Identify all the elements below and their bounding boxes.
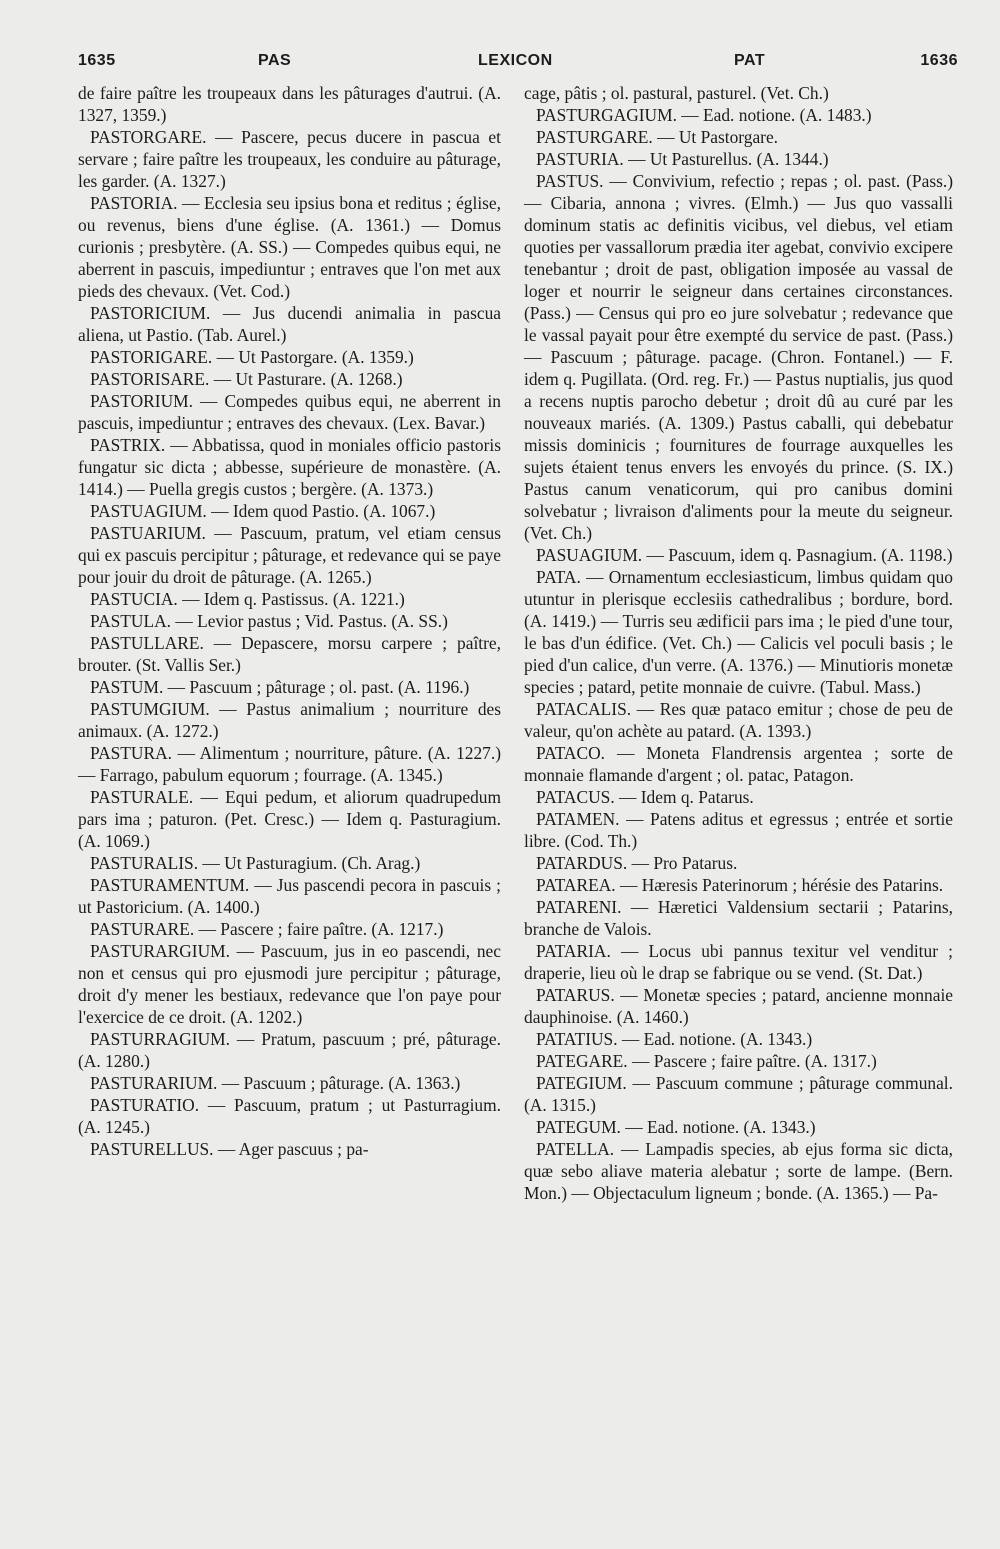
dictionary-entry: PASTUARIUM. — Pascuum, pratum, vel etiam census qui ex pascuis percipitur ; pâturage, et redevance qui se paye pour jouir du droit de pâturage. (A. 1265.): [78, 523, 501, 587]
dictionary-entry: PASTURARE. — Pascere ; faire paître. (A. 1217.): [90, 919, 444, 939]
dictionary-entry: PASTORGARE. — Pascere, pecus ducere in pascua et servare ; faire paître les troupeaux, les conduire au pâturage, les garder. (A. 1327.): [78, 127, 501, 191]
dictionary-entry: PASTURGARE. — Ut Pastorgare.: [536, 127, 779, 147]
dictionary-entry: PASUAGIUM. — Pascuum, idem q. Pasnagium. (A. 1198.): [536, 545, 953, 565]
dictionary-entry: PASTURARIUM. — Pascuum ; pâturage. (A. 1363.): [90, 1073, 461, 1093]
dictionary-entry: PASTULLARE. — Depascere, morsu carpere ; paître, brouter. (St. Vallis Ser.): [78, 633, 501, 675]
right-column: [524, 82, 953, 1204]
running-head-right: PAT: [734, 52, 766, 69]
dictionary-entry: PASTUCIA. — Idem q. Pastissus. (A. 1221.): [90, 589, 405, 609]
dictionary-entry: PATACUS. — Idem q. Patarus.: [536, 787, 754, 807]
page-header: [78, 52, 958, 78]
running-head-left: PAS: [258, 52, 292, 69]
dictionary-entry: PATEGIUM. — Pascuum commune ; pâturage communal. (A. 1315.): [524, 1073, 953, 1115]
page-number-left: 1635: [78, 52, 116, 69]
dictionary-entry: PASTURRAGIUM. — Pratum, pascuum ; pré, pâturage. (A. 1280.): [78, 1029, 501, 1071]
dictionary-entry: PASTUAGIUM. — Idem quod Pastio. (A. 1067.): [90, 501, 436, 521]
dictionary-entry: PASTUS. — Convivium, refectio ; repas ; ol. past. (Pass.) — Cibaria, annona ; vivres. (Elmh.) — Jus quo vassalli dominum statis ac definitis vicibus, vel diebus, vel etiam quoties per vassallorum prædia iter agebat, convivio excipere tenebantur ; droit de past, obligation imposée au vassal de loger et nourrir le seigneur dans certaines circonstances. (Pass.) — Census qui pro eo jure solvebatur ; redevance que le vassal payait pour être exempté du service de past. (Pass.) — Pascuum ; pâturage. pacage. (Chron. Fontanel.) — F. idem q. Pugillata. (Ord. reg. Fr.) — Pastus nuptialis, jus quod a recens nuptis parocho debetur ; droit dû au curé par les nouveaux mariés. (A. 1309.) Pastus caballi, qui debebatur missis dominicis ; fournitures de fourrage auxquelles les sujets étaient tenus envers les envoyés du prince. (S. IX.) Pastus canum venaticorum, qui pro canibus domini solvebatur ; livraison d'aliments pour la meute du seigneur. (Vet. Ch.): [524, 171, 953, 543]
dictionary-entry: PASTULA. — Levior pastus ; Vid. Pastus. (A. SS.): [90, 611, 448, 631]
dictionary-entry: PASTURIA. — Ut Pasturellus. (A. 1344.): [536, 149, 829, 169]
dictionary-entry: PATEGARE. — Pascere ; faire paître. (A. 1317.): [536, 1051, 877, 1071]
dictionary-entry: PATARENI. — Hæretici Valdensium sectarii ; Patarins, branche de Valois.: [524, 897, 953, 939]
dictionary-entry: PATEGUM. — Ead. notione. (A. 1343.): [536, 1117, 816, 1137]
dictionary-entry: PATAREA. — Hæresis Paterinorum ; hérésie des Patarins.: [536, 875, 944, 895]
dictionary-entry: PATACALIS. — Res quæ pataco emitur ; chose de peu de valeur, qu'on achète au patard. (A. 1393.): [524, 699, 953, 741]
left-column: [78, 82, 501, 1160]
dictionary-entry: cage, pâtis ; ol. pastural, pasturel. (Vet. Ch.): [524, 83, 829, 103]
dictionary-entry: PASTURARGIUM. — Pascuum, jus in eo pascendi, nec non et census qui pro ejusmodi jure percipitur ; pâturage, droit d'y mener les bestiaux, redevance que l'on paye pour l'exercice de ce droit. (A. 1202.): [78, 941, 501, 1027]
dictionary-entry: PASTORIA. — Ecclesia seu ipsius bona et reditus ; église, ou revenus, biens d'une église. (A. 1361.) — Domus curionis ; presbytère. (A. SS.) — Compedes quibus equi, ne aberrent in pascuis, impediuntur ; entraves que l'on met aux pieds des chevaux. (Vet. Cod.): [78, 193, 501, 301]
dictionary-entry: PASTORIGARE. — Ut Pastorgare. (A. 1359.): [90, 347, 414, 367]
dictionary-entry: PASTRIX. — Abbatissa, quod in moniales officio pastoris fungatur sic dicta ; abbesse, supérieure de monastère. (A. 1414.) — Puella gregis custos ; bergère. (A. 1373.): [78, 435, 501, 499]
dictionary-entry: de faire paître les troupeaux dans les pâturages d'autrui. (A. 1327, 1359.): [78, 83, 501, 125]
dictionary-entry: PASTURATIO. — Pascuum, pratum ; ut Pasturragium. (A. 1245.): [78, 1095, 501, 1137]
dictionary-entry: PATARIA. — Locus ubi pannus texitur vel venditur ; draperie, lieu où le drap se fabrique ou se vend. (St. Dat.): [524, 941, 953, 983]
dictionary-entry: PASTURA. — Alimentum ; nourriture, pâture. (A. 1227.) — Farrago, pabulum equorum ; fourrage. (A. 1345.): [78, 743, 501, 785]
dictionary-entry: PASTURGAGIUM. — Ead. notione. (A. 1483.): [536, 105, 872, 125]
dictionary-entry: PASTUMGIUM. — Pastus animalium ; nourriture des animaux. (A. 1272.): [78, 699, 501, 741]
dictionary-entry: PATARDUS. — Pro Patarus.: [536, 853, 738, 873]
page-number-right: 1636: [920, 52, 958, 69]
dictionary-entry: PASTORICIUM. — Jus ducendi animalia in pascua aliena, ut Pastio. (Tab. Aurel.): [78, 303, 501, 345]
dictionary-entry: PASTUM. — Pascuum ; pâturage ; ol. past. (A. 1196.): [90, 677, 470, 697]
dictionary-entry: PASTURAMENTUM. — Jus pascendi pecora in pascuis ; ut Pastoricium. (A. 1400.): [78, 875, 501, 917]
dictionary-entry: PASTURELLUS. — Ager pascuus ; pa-: [90, 1139, 369, 1159]
running-title: LEXICON: [478, 52, 553, 69]
dictionary-entry: PATACO. — Moneta Flandrensis argentea ; sorte de monnaie flamande d'argent ; ol. patac, Patagon.: [524, 743, 953, 785]
dictionary-entry: PASTORIUM. — Compedes quibus equi, ne aberrent in pascuis, impediuntur ; entraves des chevaux. (Lex. Bavar.): [78, 391, 501, 433]
dictionary-entry: PATAMEN. — Patens aditus et egressus ; entrée et sortie libre. (Cod. Th.): [524, 809, 953, 851]
dictionary-entry: PATATIUS. — Ead. notione. (A. 1343.): [536, 1029, 813, 1049]
dictionary-entry: PATARUS. — Monetæ species ; patard, ancienne monnaie dauphinoise. (A. 1460.): [524, 985, 953, 1027]
dictionary-entry: PASTURALE. — Equi pedum, et aliorum quadrupedum pars ima ; paturon. (Pet. Cresc.) — Idem q. Pasturagium. (A. 1069.): [78, 787, 501, 851]
dictionary-entry: PATA. — Ornamentum ecclesiasticum, limbus quidam quo utuntur in plerisque ecclesiis cathedralibus ; bordure, bord. (A. 1419.) — Turris seu ædificii pars ima ; le pied d'une tour, le bas d'un édifice. (Vet. Ch.) — Calicis vel poculi basis ; le pied d'un calice, d'un verre. (A. 1376.) — Minutioris monetæ species ; patard, petite monnaie de cuivre. (Tabul. Mass.): [524, 567, 953, 697]
dictionary-entry: PATELLA. — Lampadis species, ab ejus forma sic dicta, quæ sebo aliave materia alebatur ; sorte de lampe. (Bern. Mon.) — Objectaculum ligneum ; bonde. (A. 1365.) — Pa-: [524, 1139, 953, 1203]
dictionary-entry: PASTURALIS. — Ut Pasturagium. (Ch. Arag.): [90, 853, 421, 873]
dictionary-entry: PASTORISARE. — Ut Pasturare. (A. 1268.): [90, 369, 403, 389]
